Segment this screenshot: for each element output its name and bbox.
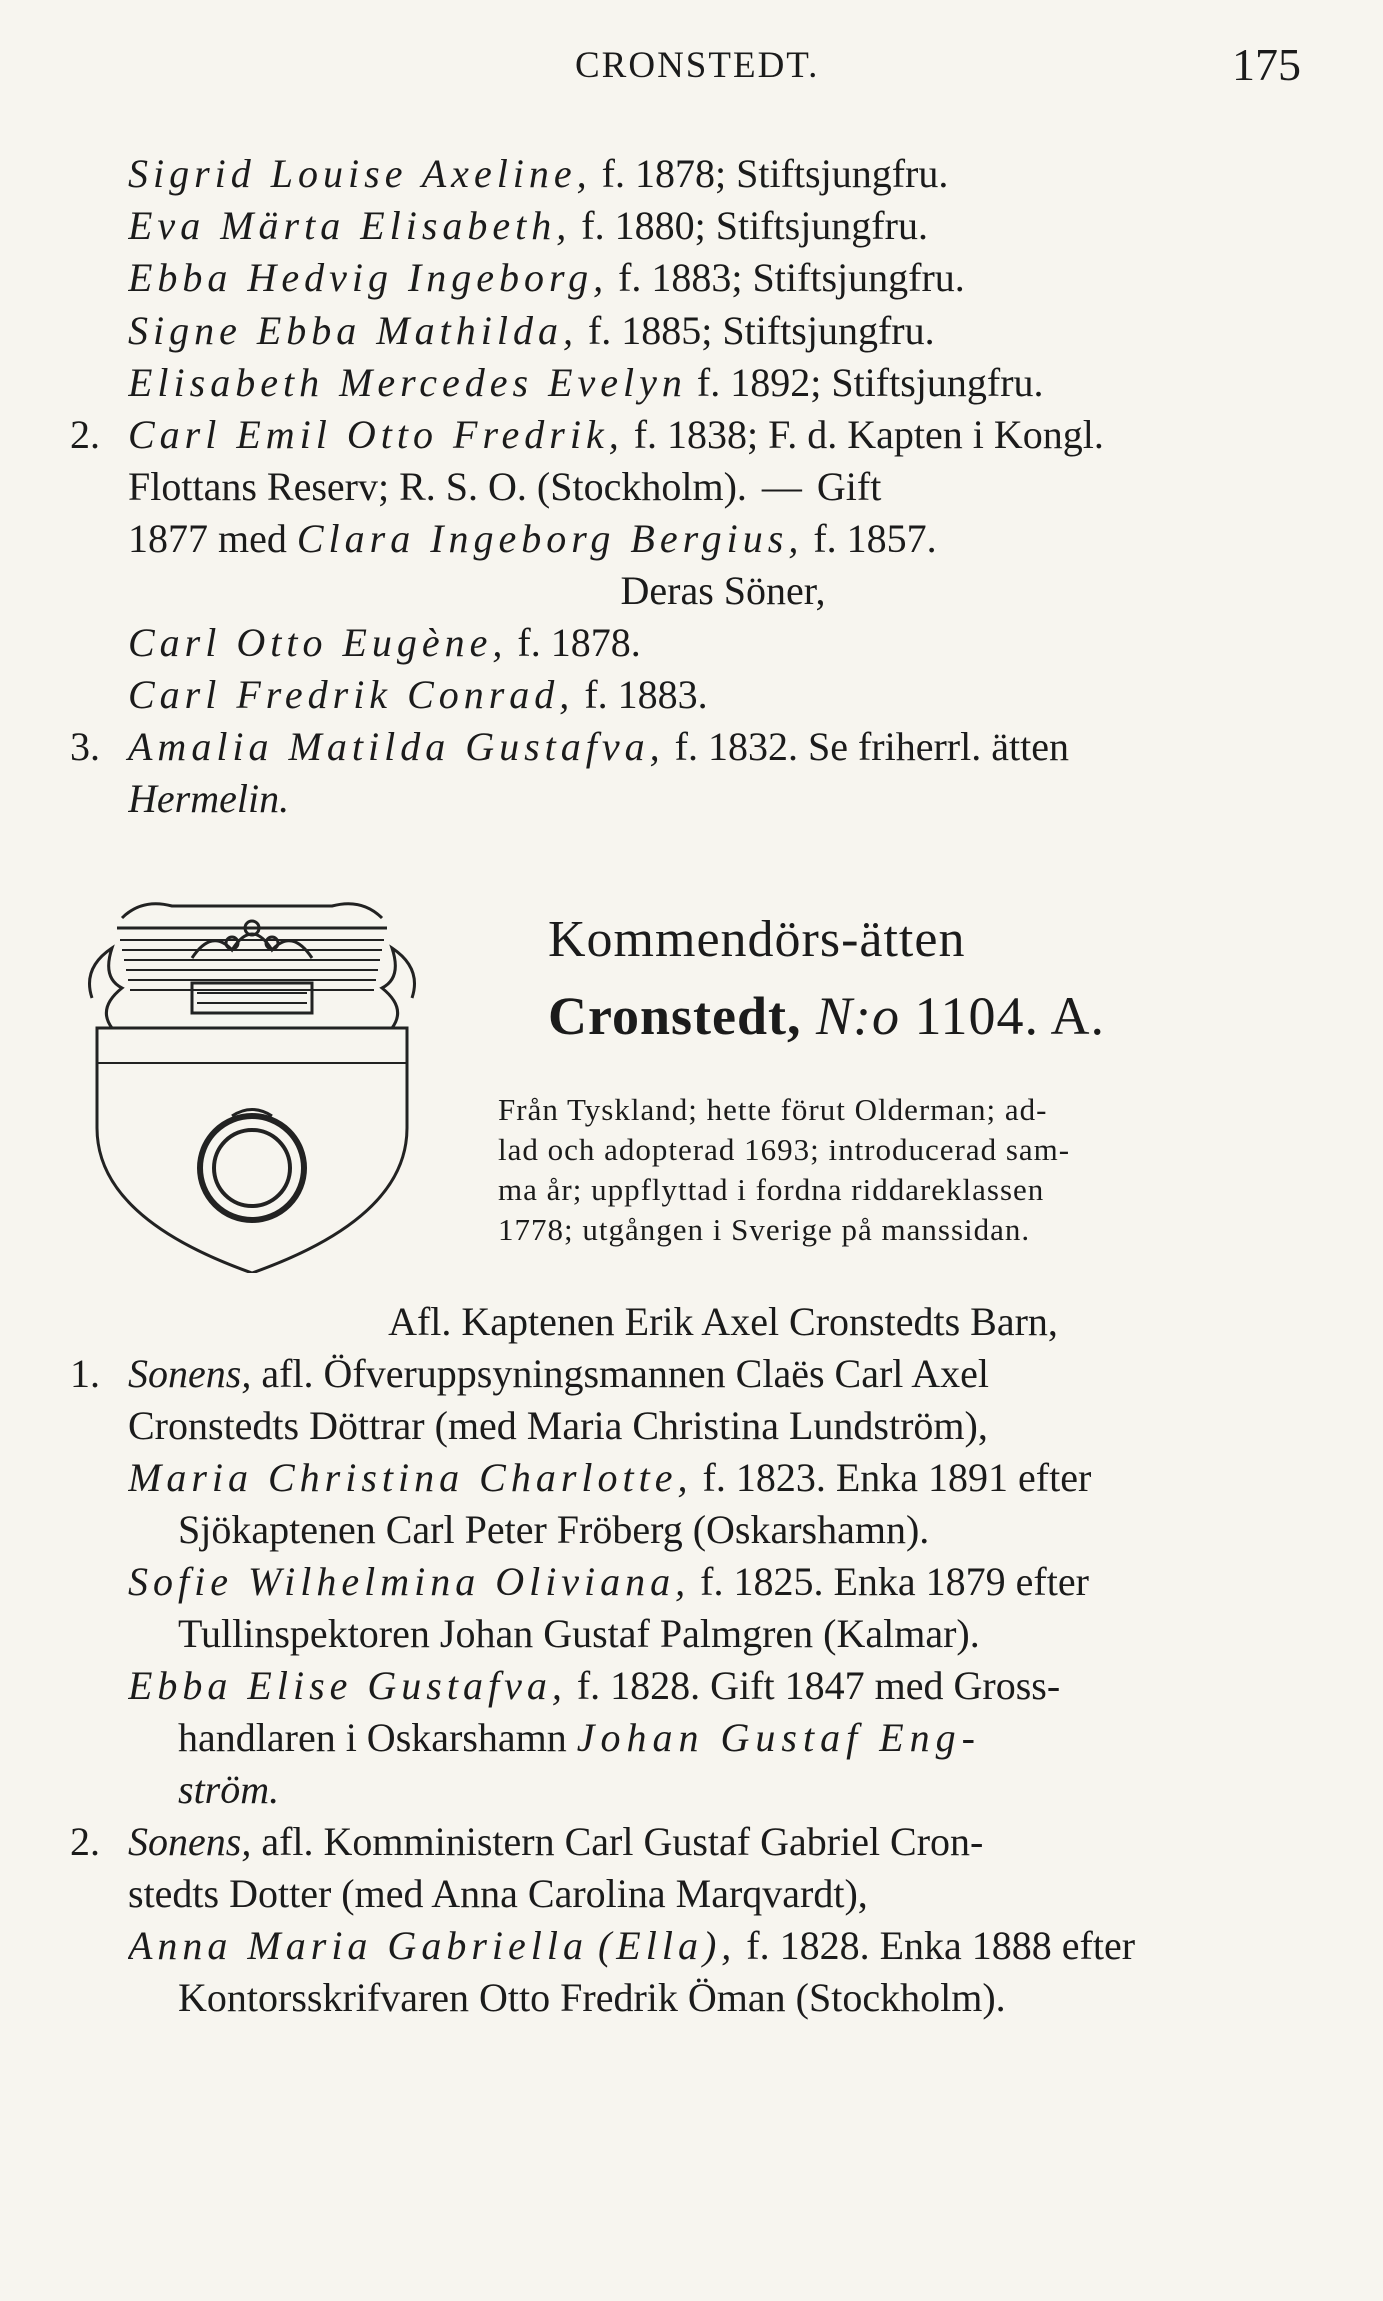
entry-line: ström. xyxy=(178,1767,280,1812)
entry-line: Signe Ebba Mathilda, f. 1885; Stiftsjungfru. xyxy=(128,308,935,353)
entry-line: Sigrid Louise Axeline, f. 1878; Stiftsjungfru. xyxy=(128,151,949,196)
entry-line: Carl Otto Eugène, f. 1878. xyxy=(128,620,641,665)
entry-line: Ebba Elise Gustafva, f. 1828. Gift 1847 med Gross- xyxy=(128,1663,1061,1708)
entry-line: Elisabeth Mercedes Evelyn f. 1892; Stiftsjungfru. xyxy=(128,360,1044,405)
entry-line: 2. Carl Emil Otto Fredrik, f. 1838; F. d. Kapten i Kongl. xyxy=(70,412,1104,457)
page-number: 175 xyxy=(1232,39,1301,90)
section-subtitle: Cronstedt, N:o 1104. A. xyxy=(548,986,1106,1046)
section-subheading: Deras Söner, xyxy=(620,568,826,613)
entry-line: 1. Sonens, afl. Öfveruppsyningsmannen Claës Carl Axel xyxy=(70,1351,989,1396)
entry-line: Maria Christina Charlotte, f. 1823. Enka 1891 efter xyxy=(128,1455,1092,1500)
entry-line: Kontorsskrifvaren Otto Fredrik Öman (Stockholm). xyxy=(178,1975,1006,2020)
entry-line: 2. Sonens, afl. Komministern Carl Gustaf Gabriel Cron- xyxy=(70,1819,984,1864)
coat-of-arms-icon xyxy=(82,888,422,1273)
entry-line: 1877 med Clara Ingeborg Bergius, f. 1857. xyxy=(128,516,937,561)
entry-line: Sjökaptenen Carl Peter Fröberg (Oskarshamn). xyxy=(178,1507,930,1552)
entry-line: handlaren i Oskarshamn Johan Gustaf Eng- xyxy=(178,1715,981,1760)
intro-line: ma år; uppflyttad i fordna riddareklassen xyxy=(498,1172,1045,1207)
entry-line: 3. Amalia Matilda Gustafva, f. 1832. Se friherrl. ätten xyxy=(70,724,1069,769)
entry-line: Tullinspektoren Johan Gustaf Palmgren (Kalmar). xyxy=(178,1611,980,1656)
page-header xyxy=(0,38,1383,88)
section-title: Kommendörs-ätten xyxy=(548,911,966,968)
entry-line: Flottans Reserv; R. S. O. (Stockholm). — Gift xyxy=(128,464,882,509)
entry-line: stedts Dotter (med Anna Carolina Marqvardt), xyxy=(128,1871,868,1916)
entry-line: Ebba Hedvig Ingeborg, f. 1883; Stiftsjungfru. xyxy=(128,255,965,300)
entry-line: Carl Fredrik Conrad, f. 1883. xyxy=(128,672,708,717)
entry-line: Sofie Wilhelmina Oliviana, f. 1825. Enka 1879 efter xyxy=(128,1559,1089,1604)
intro-line: 1778; utgången i Sverige på manssidan. xyxy=(498,1212,1031,1247)
entry-line: Anna Maria Gabriella (Ella), f. 1828. Enka 1888 efter xyxy=(128,1923,1136,1968)
intro-line: Från Tyskland; hette förut Olderman; ad- xyxy=(498,1092,1048,1127)
intro-line: lad och adopterad 1693; introducerad sam- xyxy=(498,1132,1071,1167)
section-subheading: Afl. Kaptenen Erik Axel Cronstedts Barn, xyxy=(388,1299,1058,1344)
entry-line: Eva Märta Elisabeth, f. 1880; Stiftsjungfru. xyxy=(128,203,928,248)
running-head: CRONSTEDT. xyxy=(575,45,820,86)
entry-line: Hermelin. xyxy=(128,776,290,821)
entry-line: Cronstedts Döttrar (med Maria Christina Lundström), xyxy=(128,1403,988,1448)
